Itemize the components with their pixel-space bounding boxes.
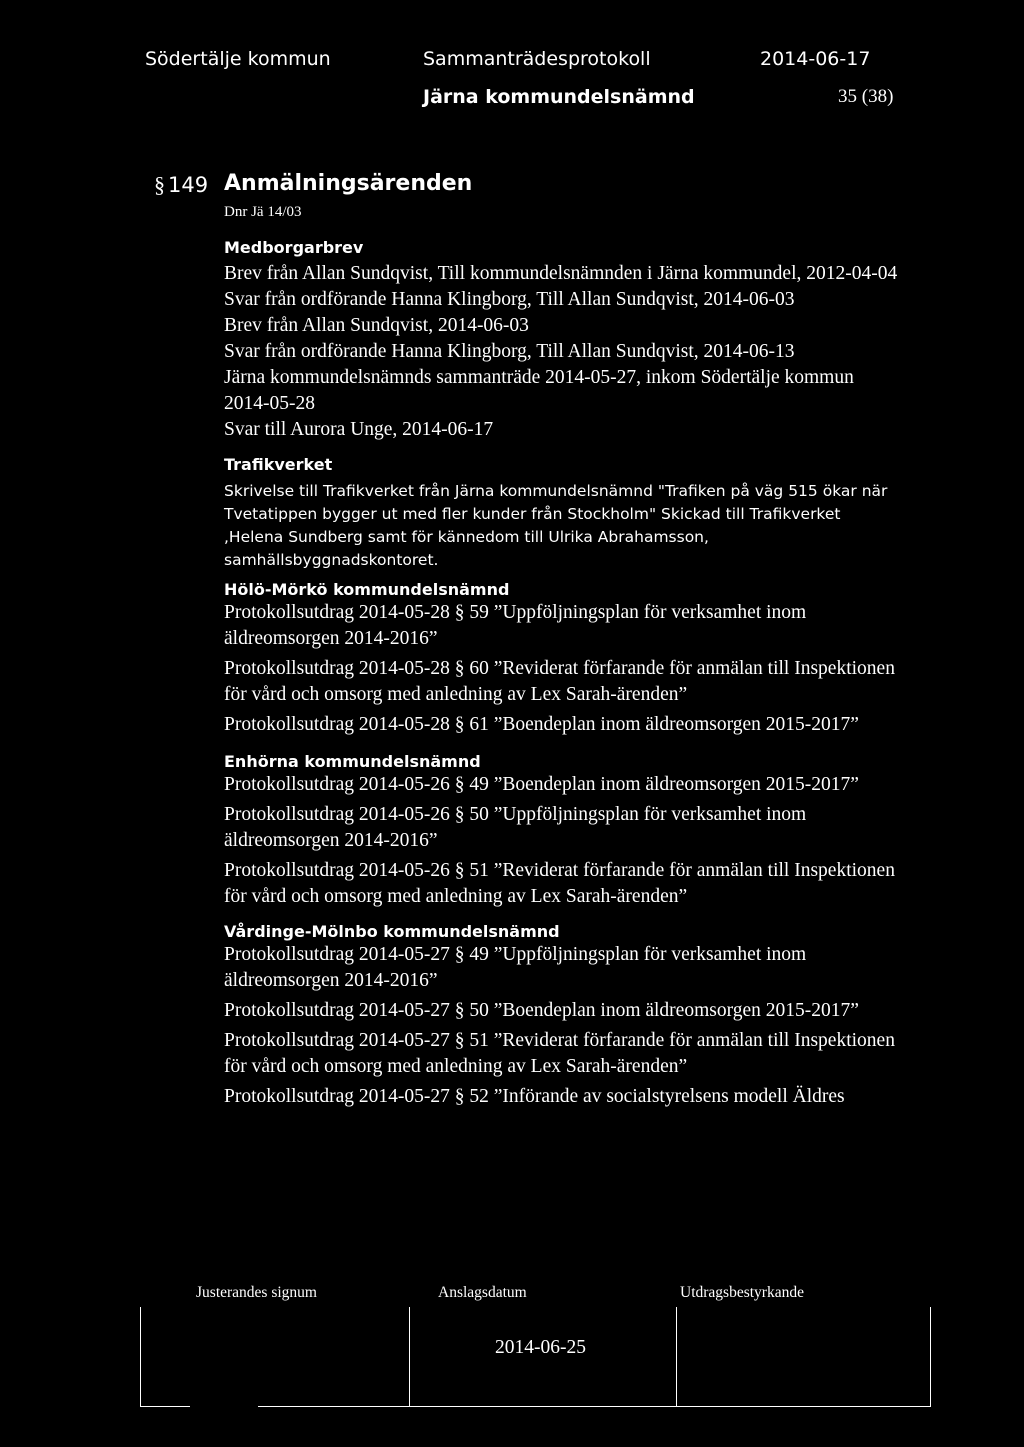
list-item: Protokollsutdrag 2014-05-28 § 61 ”Boendeplan inom äldreomsorgen 2015-2017” [224,714,859,735]
list-item: Järna kommundelsnämnds sammanträde 2014-05-27, inkom Södertälje kommun 2014-05-28 [224,367,854,414]
page-title: Anmälningsärenden [224,171,473,196]
trafikverket-text: Skrivelse till Trafikverket från Järna kommundelsnämnd "Trafiken på väg 515 ökar när Tvetatippen bygger ut med fler kunder från Stockholm" Skickad till Trafikverket ,Helena Sundberg samt för kännedom till Ulrika Abrahamsson, samhällsbyggnadskontoret. [224,482,888,569]
group-heading-trafikverket: Trafikverket [224,455,333,474]
list-item: Protokollsutdrag 2014-05-28 § 59 ”Uppföljningsplan för verksamhet inom äldreomsorgen 2014-2016” [224,602,807,649]
footer-signum-label: Justerandes signum [196,1284,317,1301]
list-item: Protokollsutdrag 2014-05-27 § 51 ”Reviderat förfarande för anmälan till Inspektionen för vård och omsorg med anledning av Lex Sarah-ärenden” [224,1030,895,1077]
list-item: Protokollsutdrag 2014-05-27 § 52 ”Införande av socialstyrelsens modell Äldres [224,1086,845,1107]
diary-number: Dnr Jä 14/03 [224,204,302,220]
list-item: Brev från Allan Sundqvist, 2014-06-03 [224,315,529,336]
footer-divider [676,1307,677,1407]
group-heading-enhorna: Enhörna kommundelsnämnd [224,752,481,771]
header-municipality: Södertälje kommun [145,48,331,70]
header-board: Järna kommundelsnämnd [423,86,695,108]
footer-date-label: Anslagsdatum [438,1284,527,1301]
header-doc-type: Sammanträdesprotokoll [423,48,651,70]
medborgarbrev-list [224,261,904,443]
list-item: Protokollsutdrag 2014-05-27 § 50 ”Boendeplan inom äldreomsorgen 2015-2017” [224,1000,859,1021]
footer-divider [930,1307,931,1407]
list-item: Svar från ordförande Hanna Klingborg, Till Allan Sundqvist, 2014-06-03 [224,289,795,310]
vardinge-list [224,942,904,1110]
list-item: Brev från Allan Sundqvist, Till kommundelsnämnden i Järna kommundel, 2012-04-04 [224,263,898,284]
section-number: 149 [168,173,209,197]
list-item: Protokollsutdrag 2014-05-26 § 51 ”Reviderat förfarande för anmälan till Inspektionen för vård och omsorg med anledning av Lex Sarah-ärenden” [224,860,895,907]
list-item: Protokollsutdrag 2014-05-28 § 60 ”Reviderat förfarande för anmälan till Inspektionen för vård och omsorg med anledning av Lex Sarah-ärenden” [224,658,895,705]
header-date: 2014-06-17 [760,48,871,70]
list-item: Protokollsutdrag 2014-05-26 § 50 ”Uppföljningsplan för verksamhet inom äldreomsorgen 2014-2016” [224,804,807,851]
footer-divider [409,1307,410,1407]
list-item: Svar från ordförande Hanna Klingborg, Till Allan Sundqvist, 2014-06-13 [224,341,795,362]
page-number: 35 (38) [838,86,894,107]
list-item: Protokollsutdrag 2014-05-26 § 49 ”Boendeplan inom äldreomsorgen 2015-2017” [224,774,859,795]
footer-baseline [258,1406,931,1407]
group-heading-medborgarbrev: Medborgarbrev [224,238,364,257]
footer-cert-label: Utdragsbestyrkande [680,1284,804,1301]
holo-list [224,600,904,738]
list-item: Svar till Aurora Unge, 2014-06-17 [224,419,494,440]
group-heading-holo: Hölö-Mörkö kommundelsnämnd [224,580,510,599]
enhorna-list [224,772,904,910]
body-content [224,238,904,1110]
footer-baseline [140,1406,190,1407]
footer-date-value: 2014-06-25 [495,1337,586,1358]
group-heading-vardinge: Vårdinge-Mölnbo kommundelsnämnd [224,922,560,941]
section-symbol: § [154,172,165,197]
footer-divider [140,1307,141,1407]
list-item: Protokollsutdrag 2014-05-27 § 49 ”Uppföljningsplan för verksamhet inom äldreomsorgen 2014-2016” [224,944,807,991]
